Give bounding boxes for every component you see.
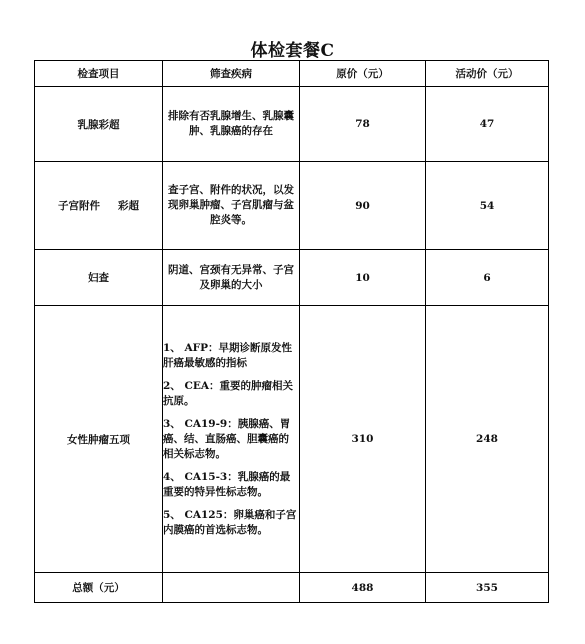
marker-list-item: 4、 CA15-3：乳腺癌的最重要的特异性标志物。 xyxy=(163,470,291,498)
table-row xyxy=(35,87,549,162)
promo-price: 47 xyxy=(426,87,549,162)
item-name xyxy=(35,162,163,250)
item-name-part: 子宫附件 xyxy=(58,200,100,212)
marker-list xyxy=(163,306,300,573)
total-row xyxy=(35,573,549,603)
original-price: 90 xyxy=(300,162,426,250)
original-price: 310 xyxy=(300,306,426,573)
item-description: 阴道、宫颈有无异常、子宫及卵巢的大小 xyxy=(163,250,300,306)
item-name-part: 彩超 xyxy=(118,200,139,212)
page-title: 体检套餐C xyxy=(250,41,335,61)
original-price: 78 xyxy=(300,87,426,162)
package-table xyxy=(34,60,549,603)
header-item: 检查项目 xyxy=(35,61,163,87)
marker-list-item: 2、 CEA：重要的肿瘤相关抗原。 xyxy=(163,379,293,407)
item-name: 女性肿瘤五项 xyxy=(35,306,163,573)
marker-list-item: 5、 CA125：卵巢癌和子宫内膜癌的首选标志物。 xyxy=(163,508,297,536)
header-promo-price: 活动价（元） xyxy=(426,61,549,87)
table-row xyxy=(35,306,549,573)
item-description: 排除有否乳腺增生、乳腺囊肿、乳腺癌的存在 xyxy=(163,87,300,162)
promo-price: 6 xyxy=(426,250,549,306)
header-row xyxy=(35,61,549,87)
total-promo-price: 355 xyxy=(426,573,549,603)
header-disease: 筛查疾病 xyxy=(163,61,300,87)
promo-price: 54 xyxy=(426,162,549,250)
table-row xyxy=(35,250,549,306)
total-original-price: 488 xyxy=(300,573,426,603)
total-empty-cell xyxy=(163,573,300,603)
total-label: 总额（元） xyxy=(35,573,163,603)
marker-list-item: 1、 AFP：早期诊断原发性肝癌最敏感的指标 xyxy=(163,341,292,369)
marker-list-item: 3、 CA19-9：胰腺癌、胃癌、结、直肠癌、胆囊癌的相关标志物。 xyxy=(163,417,291,460)
item-description: 查子宫、附件的状况，以发现卵巢肿瘤、子宫肌瘤与盆腔炎等。 xyxy=(163,162,300,250)
header-original-price: 原价（元） xyxy=(300,61,426,87)
promo-price: 248 xyxy=(426,306,549,573)
item-name: 乳腺彩超 xyxy=(35,87,163,162)
item-name: 妇查 xyxy=(35,250,163,306)
table-row xyxy=(35,162,549,250)
original-price: 10 xyxy=(300,250,426,306)
